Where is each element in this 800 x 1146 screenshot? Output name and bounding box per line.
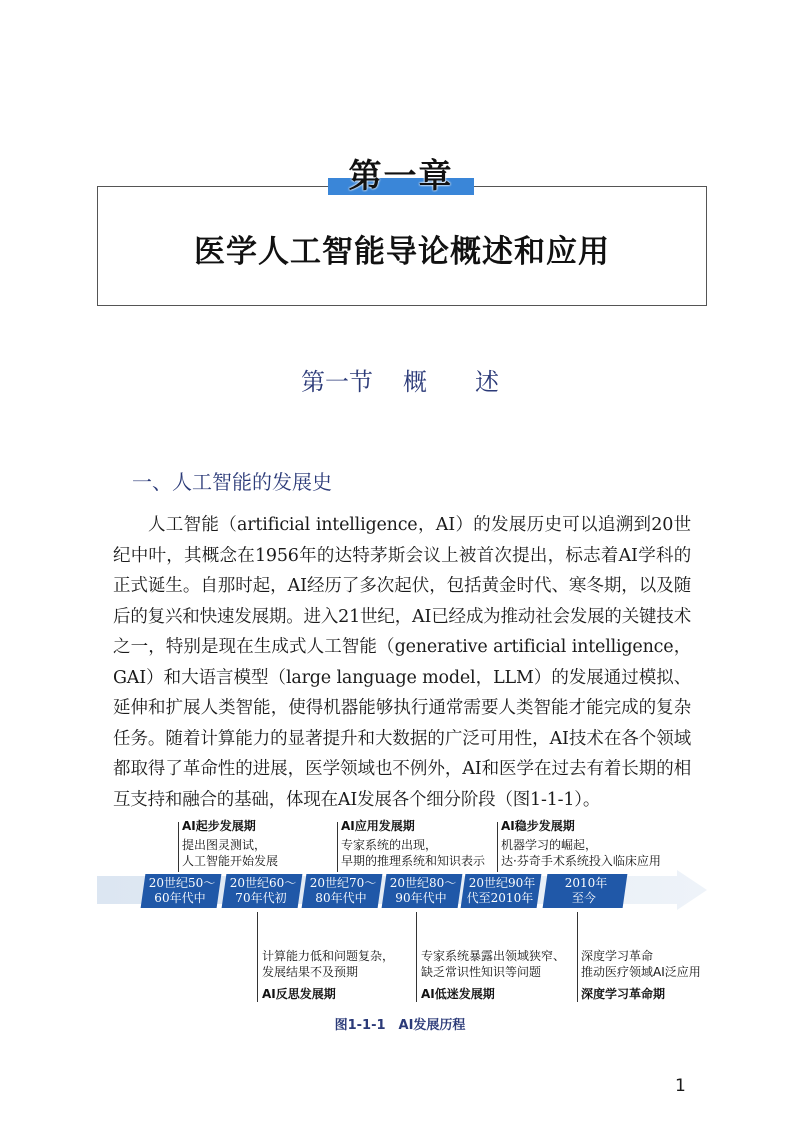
- period-label: AI起步发展期 提出图灵测试， 人工智能开始发展: [182, 819, 279, 868]
- chapter-title: 医学人工智能导论概述和应用: [194, 234, 610, 270]
- page-number: 1: [675, 1076, 686, 1096]
- timeline-tick: [416, 912, 417, 1002]
- period-label: AI稳步发展期 机器学习的崛起， 达·芬奇手术系统投入临床应用: [501, 819, 661, 868]
- section-char-2: 述: [475, 368, 499, 396]
- timeline-tick: [497, 822, 498, 872]
- timeline-tick: [178, 822, 179, 872]
- period-label: 专家系统暴露出领域狭窄、 缺乏常识性知识等问题 AI低迷发展期: [421, 949, 566, 1001]
- period-label: 计算能力低和问题复杂， 发展结果不及预期 AI反思发展期: [262, 949, 395, 1001]
- figure-caption: 图1-1-1 AI发展历程: [334, 1018, 466, 1033]
- timeline-tick: [257, 912, 258, 1002]
- era-box: 20世纪80～ 90年代中: [382, 874, 463, 908]
- timeline-tick: [577, 912, 578, 1002]
- body-paragraph: 人工智能（artificial intelligence，AI）的发展历史可以追溯到20世纪中叶，其概念在1956年的达特茅斯会议上被首次提出，标志着AI学科的正式诞生。自那时起，AI经历了多次起伏，包括黄金时代、寒冬期，以及随后的复兴和快速发展期。进入21世纪，AI已经成为推动社会发展的关键技术之一，特别是现在生成式人工智能（generative artificial intelligence，GAI）和大语言模型（large language model，LLM）的发展通过模拟、延伸和扩展人类智能，使得机器能够执行通常需要人类智能才能完成的复杂任务。随着计算能力的显著提升和大数据的广泛可用性，AI技术在各个领域都取得了革命性的进展，医学领域也不例外，AI和医学在过去有着长期的相互支持和融合的基础，体现在AI发展各个细分阶段（图1-1-1）。: [113, 515, 691, 810]
- period-label: 深度学习革命 推动医疗领域AI泛应用 深度学习革命期: [581, 949, 701, 1001]
- chapter-label: 第一章: [348, 156, 454, 195]
- section-title: [0, 362, 800, 397]
- era-box: 2010年 至今: [543, 874, 628, 908]
- era-box: 20世纪50～ 60年代中: [141, 874, 222, 908]
- era-box: 20世纪90年 代至2010年: [461, 874, 542, 908]
- section-prefix: 第一节: [301, 368, 373, 396]
- subsection-heading: 一、人工智能的发展史: [132, 470, 332, 494]
- period-label: AI应用发展期 专家系统的出现， 早期的推理系统和知识表示: [341, 819, 486, 868]
- section-char-1: 概: [403, 368, 427, 396]
- era-box: 20世纪60～ 70年代初: [222, 874, 303, 908]
- era-box: 20世纪70～ 80年代中: [302, 874, 383, 908]
- timeline-tick: [337, 822, 338, 872]
